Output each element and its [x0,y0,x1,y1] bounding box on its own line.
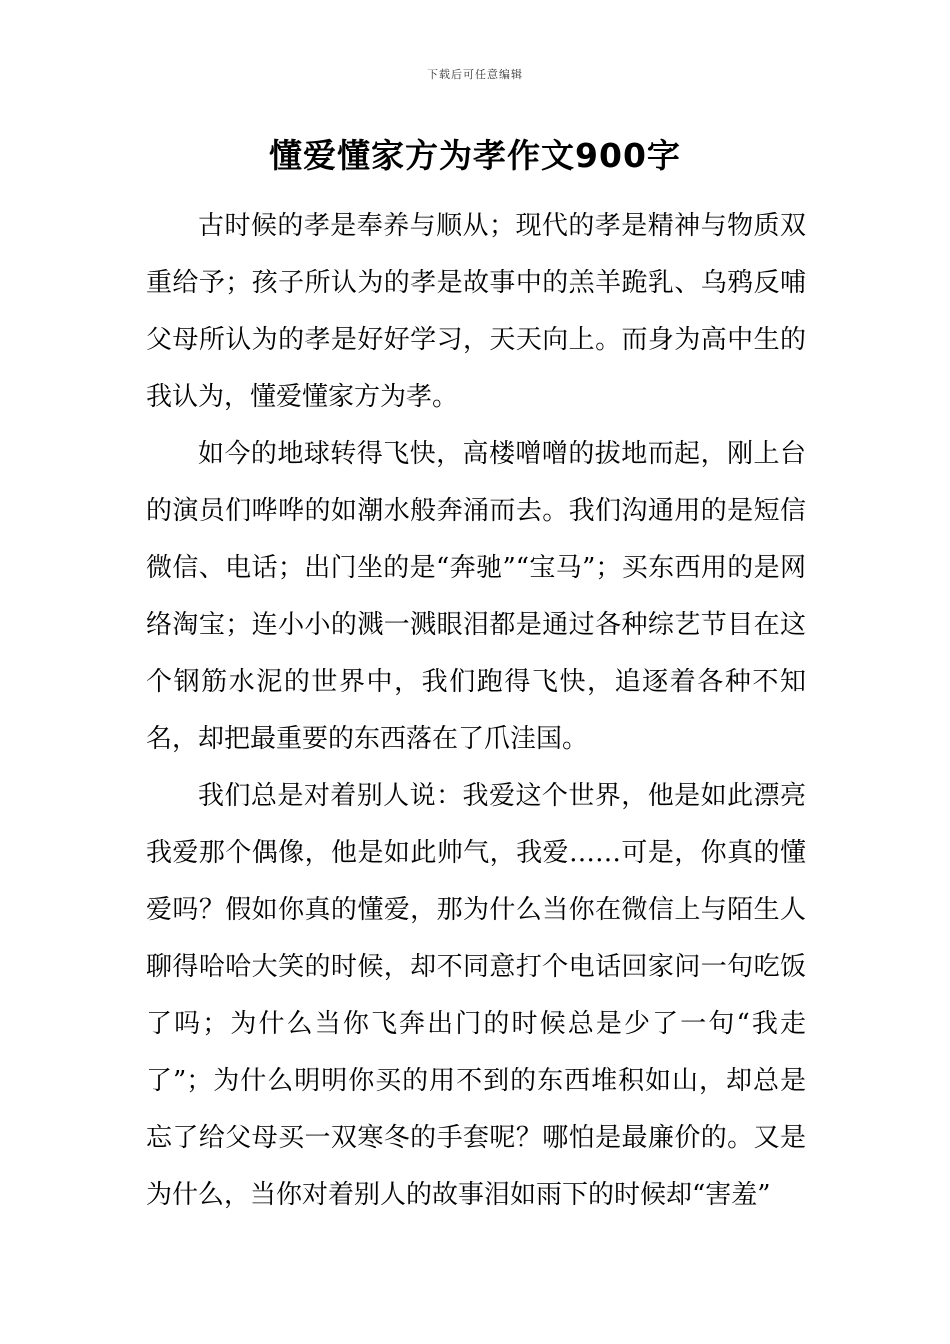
header-note: 下载后可任意编辑 [427,68,523,81]
paragraph-2: 如今的地球转得飞快，高楼噌噌的拔地而起，刚上台的演员们哗哗的如潮水般奔涌而去。我们沟通用的是短信微信、电话；出门坐的是“奔驰”“宝马”；买东西用的是网络淘宝；连小小的溅一溅眼泪都是通过各种综艺节目在这个钢筋水泥的世界中，我们跑得飞快，追逐着各种不知名，却把最重要的东西落在了爪洼国。 [146,439,806,754]
paragraph-3: 我们总是对着别人说：我爱这个世界，他是如此漂亮我爱那个偶像，他是如此帅气，我爱……可是，你真的懂爱吗？假如你真的懂爱，那为什么当你在微信上与陌生人聊得哈哈大笑的时候，却不同意打个电话回家问一句吃饭了吗；为什么当你飞奔出门的时候总是少了一句“我走了”；为什么明明你买的用不到的东西堆积如山，却总是忘了给父母买一双寒冬的手套呢？哪怕是最廉价的。又是为什么，当你对着别人的故事泪如雨下的时候却“害羞” [146,781,806,1210]
document-title: 懂爱懂家方为孝作文900字 [269,136,681,175]
document-body [146,198,806,1224]
paragraph-1: 古时候的孝是奉养与顺从；现代的孝是精神与物质双重给予；孩子所认为的孝是故事中的羔羊跪乳、乌鸦反哺父母所认为的孝是好好学习，天天向上。而身为高中生的我认为，懂爱懂家方为孝。 [146,211,806,412]
